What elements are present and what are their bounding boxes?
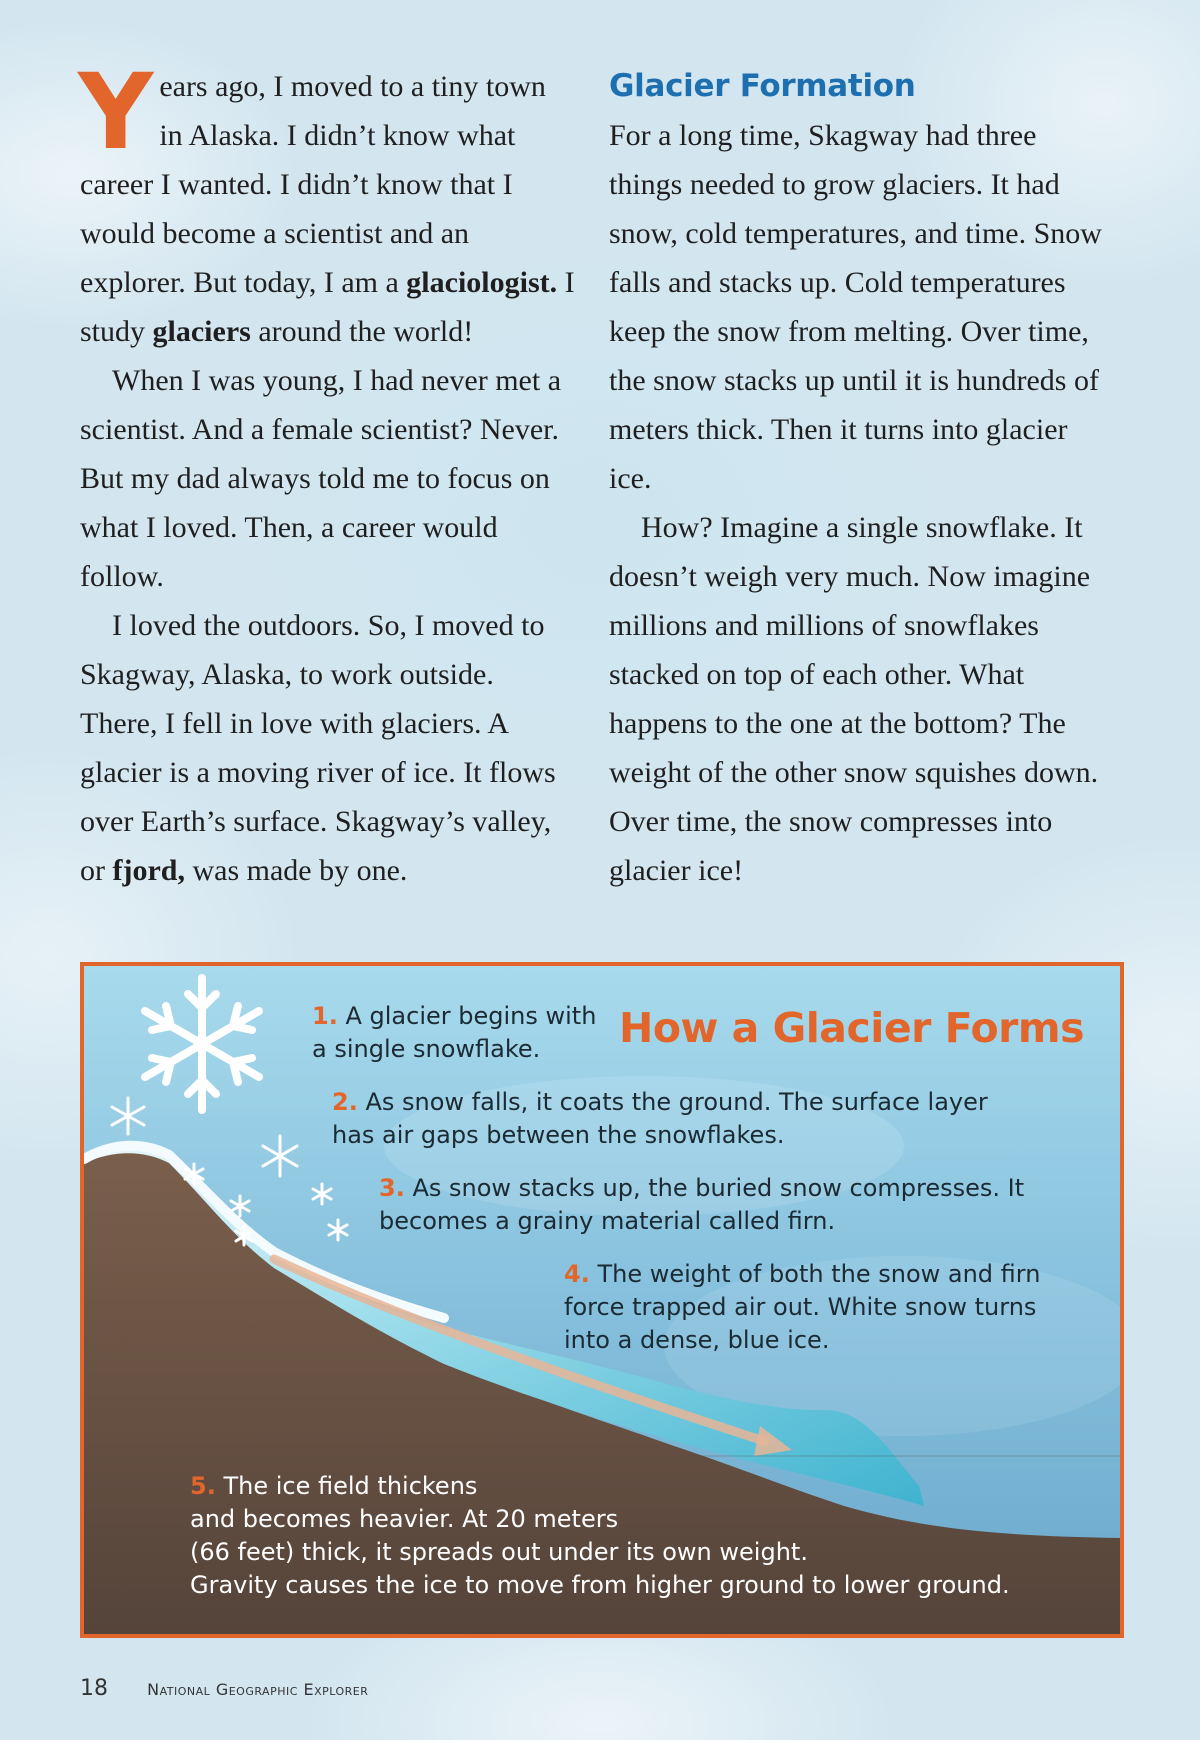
- paragraph-formation: For a long time, Skagway had three things needed to grow glaciers. It had snow, cold temperatures, and time. Snow falls and stacks up. Cold temperatures keep the snow from melting. Over time, the snow stacks up until it is hundreds of meters thick. Then it turns into glacier ice.: [609, 119, 1102, 495]
- glacier-diagram: [80, 962, 1124, 1638]
- drop-cap: Y: [78, 51, 154, 173]
- key-term-glaciologist: glaciologist.: [406, 266, 558, 299]
- section-heading: Glacier Formation: [609, 68, 916, 104]
- paragraph-young: When I was young, I had never met a scientist. And a female scientist? Never. But my dad always told me to focus on what I loved. Then, a career would follow.: [80, 364, 562, 593]
- step-3: 3. As snow stacks up, the buried snow compresses. It becomes a grainy material called firn.: [379, 1174, 1025, 1235]
- column-right: [609, 62, 1104, 895]
- step-2: 2. As snow falls, it coats the ground. The surface layer has air gaps between the snowflakes.: [332, 1088, 988, 1149]
- publication-name: National Geographic Explorer: [147, 1680, 369, 1699]
- step-4: 4. The weight of both the snow and firn force trapped air out. White snow turns into a dense, blue ice.: [564, 1260, 1041, 1354]
- diagram-title: How a Glacier Forms: [619, 1004, 1084, 1052]
- paragraph-snowflake: How? Imagine a single snowflake. It doesn’t weigh very much. Now imagine millions and millions of snowflakes stacked on top of each other. What happens to the one at the bottom? The weight of the other snow squishes down. Over time, the snow compresses into glacier ice!: [609, 511, 1099, 887]
- step-1: 1. A glacier begins with a single snowflake.: [312, 1002, 597, 1063]
- page-footer: [80, 1676, 368, 1701]
- key-term-fjord: fjord,: [112, 854, 185, 887]
- step-5: 5. The ice field thickens and becomes heavier. At 20 meters (66 feet) thick, it spreads out under its own weight. Gravity causes the ice to move from higher ground to lower ground.: [190, 1472, 1010, 1599]
- column-left: [78, 51, 575, 895]
- page-number: 18: [80, 1676, 108, 1701]
- paragraph-outdoors: I loved the outdoors. So, I moved to Skagway, Alaska, to work outside. There, I fell in love with glaciers. A glacier is a moving river of ice. It flows over Earth’s surface. Skagway’s valley, or fjord, was made by one.: [80, 609, 556, 887]
- paragraph-intro: Years ago, I moved to a tiny town in Alaska. I didn’t know what career I wanted. I didn’t know that I would become a scientist and an explorer. But today, I am a glaciologist. I study glaciers around the world!: [78, 51, 575, 348]
- article-body: [78, 51, 1104, 895]
- key-term-glaciers: glaciers: [152, 315, 251, 348]
